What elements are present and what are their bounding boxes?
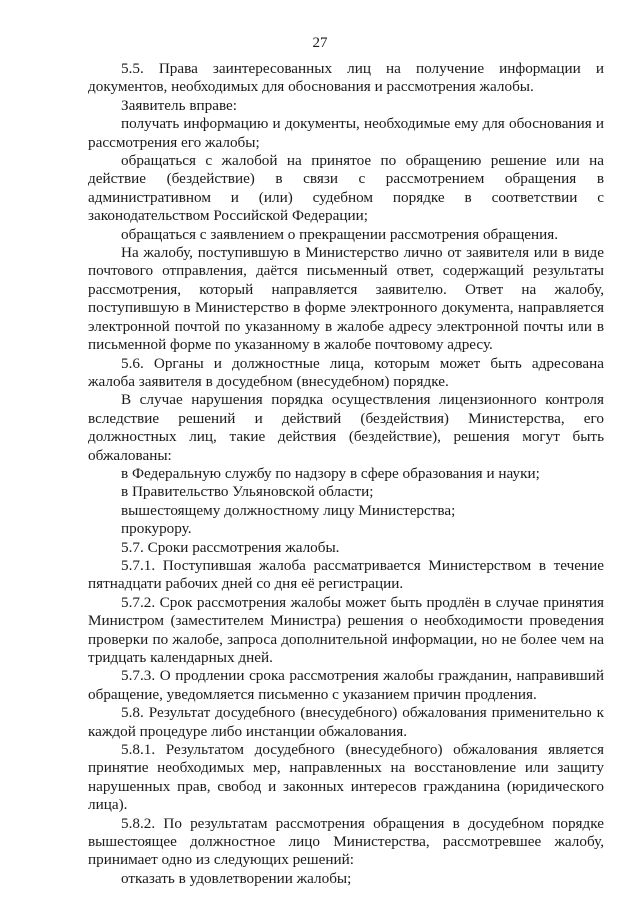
page-number: 27 xyxy=(312,35,328,51)
list-item-prosecutor: прокурору. xyxy=(121,520,192,538)
list-item-refuse: отказать в удовлетворении жалобы; xyxy=(121,869,352,887)
paragraph-response: На жалобу, поступившую в Министерство лично от заявителя или в виде почтового отправления, даётся письменный ответ, содержащий результаты рассмотрения, который направляется заявителю. Ответ на жалобу, поступившую в Министерство в форме электронного документа, направляется электронной почтой по указанному в жалобе адресу электронной почты или в письменной форме по указанному в жалобе почтовому адресу. xyxy=(88,244,604,354)
list-item-government: в Правительство Ульяновской области; xyxy=(121,483,374,501)
paragraph-right-withdraw: обращаться с заявлением о прекращении рассмотрения обращения. xyxy=(121,225,559,243)
paragraph-5-7-3: 5.7.3. О продлении срока рассмотрения жалобы гражданин, направивший обращение, уведомляется письменно с указанием причин продления. xyxy=(88,667,604,703)
list-item-federal-service: в Федеральную службу по надзору в сфере образования и науки; xyxy=(121,464,540,482)
paragraph-right-appeal: обращаться с жалобой на принятое по обращению решение или на действие (бездействие) в связи с рассмотрением обращения в административном и (или) судебном порядке в соответствии с законодательством Российской Федерации; xyxy=(88,152,604,225)
paragraph-5-7: 5.7. Сроки рассмотрения жалобы. xyxy=(121,538,340,556)
paragraph-applicant-rights: Заявитель вправе: xyxy=(121,96,237,114)
paragraph-right-receive-info: получать информацию и документы, необходимые ему для обоснования и рассмотрения его жалобы; xyxy=(88,115,604,151)
paragraph-5-8-2: 5.8.2. По результатам рассмотрения обращения в досудебном порядке вышестоящее должностное лицо Министерства, рассмотревшее жалобу, принимает одно из следующих решений: xyxy=(88,814,604,869)
paragraph-5-7-1: 5.7.1. Поступившая жалоба рассматривается Министерством в течение пятнадцати рабочих дней со дня её регистрации. xyxy=(88,556,604,593)
paragraph-5-5: 5.5. Права заинтересованных лиц на получение информации и документов, необходимых для обоснования и рассмотрения жалобы. xyxy=(88,60,604,96)
document-body xyxy=(88,60,604,888)
paragraph-violation: В случае нарушения порядка осуществления лицензионного контроля вследствие решений и действий (бездействия) Министерства, его должностных лиц, такие действия (бездействие), решения могут быть обжалованы: xyxy=(88,391,604,464)
paragraph-5-7-2: 5.7.2. Срок рассмотрения жалобы может быть продлён в случае принятия Министром (заместителем Министра) решения о необходимости проведения проверки по жалобе, запроса дополнительной информации, но не более чем на тридцать календарных дней. xyxy=(88,593,604,666)
list-item-superior-official: вышестоящему должностному лицу Министерства; xyxy=(121,501,456,519)
paragraph-5-8: 5.8. Результат досудебного (внесудебного) обжалования применительно к каждой процедуре либо инстанции обжалования. xyxy=(88,704,604,740)
paragraph-5-6: 5.6. Органы и должностные лица, которым может быть адресована жалоба заявителя в досудебном (внесудебном) порядке. xyxy=(88,354,604,390)
paragraph-5-8-1: 5.8.1. Результатом досудебного (внесудебного) обжалования является принятие необходимых мер, направленных на восстановление или защиту нарушенных прав, свобод и законных интересов гражданина (юридического лица). xyxy=(88,741,604,814)
